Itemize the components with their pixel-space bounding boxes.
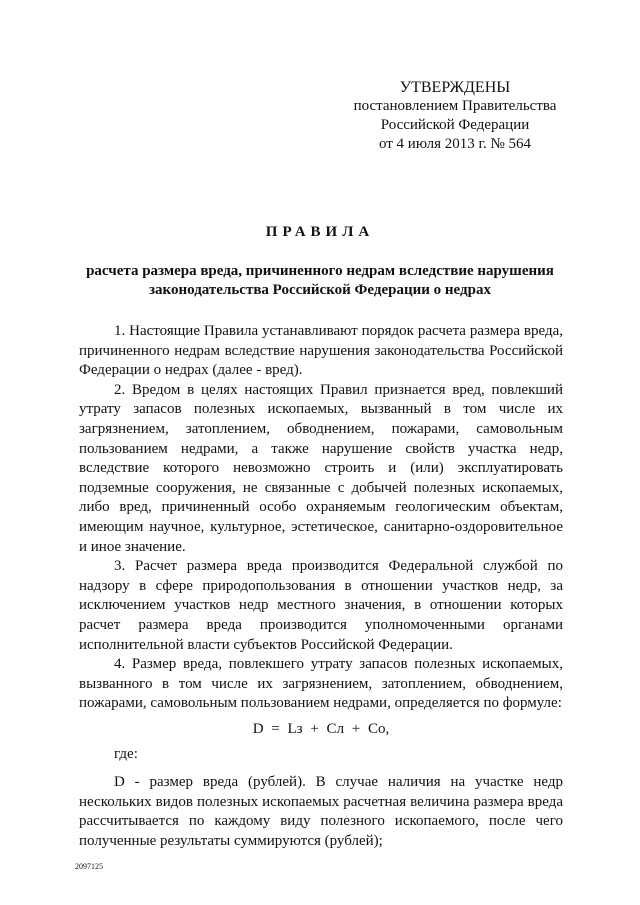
approval-heading: УТВЕРЖДЕНЫ xyxy=(399,79,511,96)
approval-date-number: от 4 июля 2013 г. № 564 xyxy=(378,136,532,152)
approval-authority: постановлением Правительства xyxy=(353,98,557,114)
subtitle-line-1: расчета размера вреда, причиненного недрам вследствие нарушения xyxy=(86,263,554,279)
paragraph-3: 3. Расчет размера вреда производится Федеральной службой по надзору в сфере природопользования в отношении участков недр, за исключением участков недр местного значения, в отношении которых расчет размера вреда производится уполномоченными органами исполнительной власти субъектов Российской Федерации. xyxy=(79,558,563,653)
document-body xyxy=(79,322,563,851)
document-subtitle xyxy=(70,262,570,300)
paragraph-1: 1. Настоящие Правила устанавливают порядок расчета размера вреда, причиненного недрам вследствие нарушения законодательства Российской Федерации о недрах (далее - вред). xyxy=(79,323,563,379)
paragraph-2: 2. Вредом в целях настоящих Правил признается вред, повлекший утрату запасов полезных ископаемых, вызванный в том числе их загрязнением, затоплением, обводнением, пожарами, самовольным пользованием недрами, а также нарушение свойств участка недр, вследствие которого невозможно строить и (или) эксплуатировать подземные сооружения, не связанные с добычей полезных ископаемых, либо вред, причиненный особо охраняемым геологическим объектам, имеющим научное, культурное, эстетическое, санитарно-оздоровительное и иное значение. xyxy=(79,381,563,555)
damage-formula: D = Lз + Cл + Co, xyxy=(252,720,390,737)
footer-document-code: 2097125 xyxy=(75,862,103,871)
where-label: где: xyxy=(114,746,138,763)
paragraph-5: D - размер вреда (рублей). В случае наличия на участке недр нескольких видов полезных ископаемых расчетная величина размера вреда рассчитывается по каждому виду полезного ископаемого, после чего полученные результаты суммируются (рублей); xyxy=(79,774,563,849)
paragraph-4: 4. Размер вреда, повлекшего утрату запасов полезных ископаемых, вызванного в том числе их загрязнением, затоплением, обводнением, пожарами, самовольным пользованием недрами, определяется по формуле: xyxy=(79,656,563,712)
document-title: ПРАВИЛА xyxy=(265,224,375,240)
subtitle-line-2: законодательства Российской Федерации о недрах xyxy=(149,282,491,298)
approval-stamp xyxy=(330,78,580,154)
approval-country: Российской Федерации xyxy=(380,117,530,133)
